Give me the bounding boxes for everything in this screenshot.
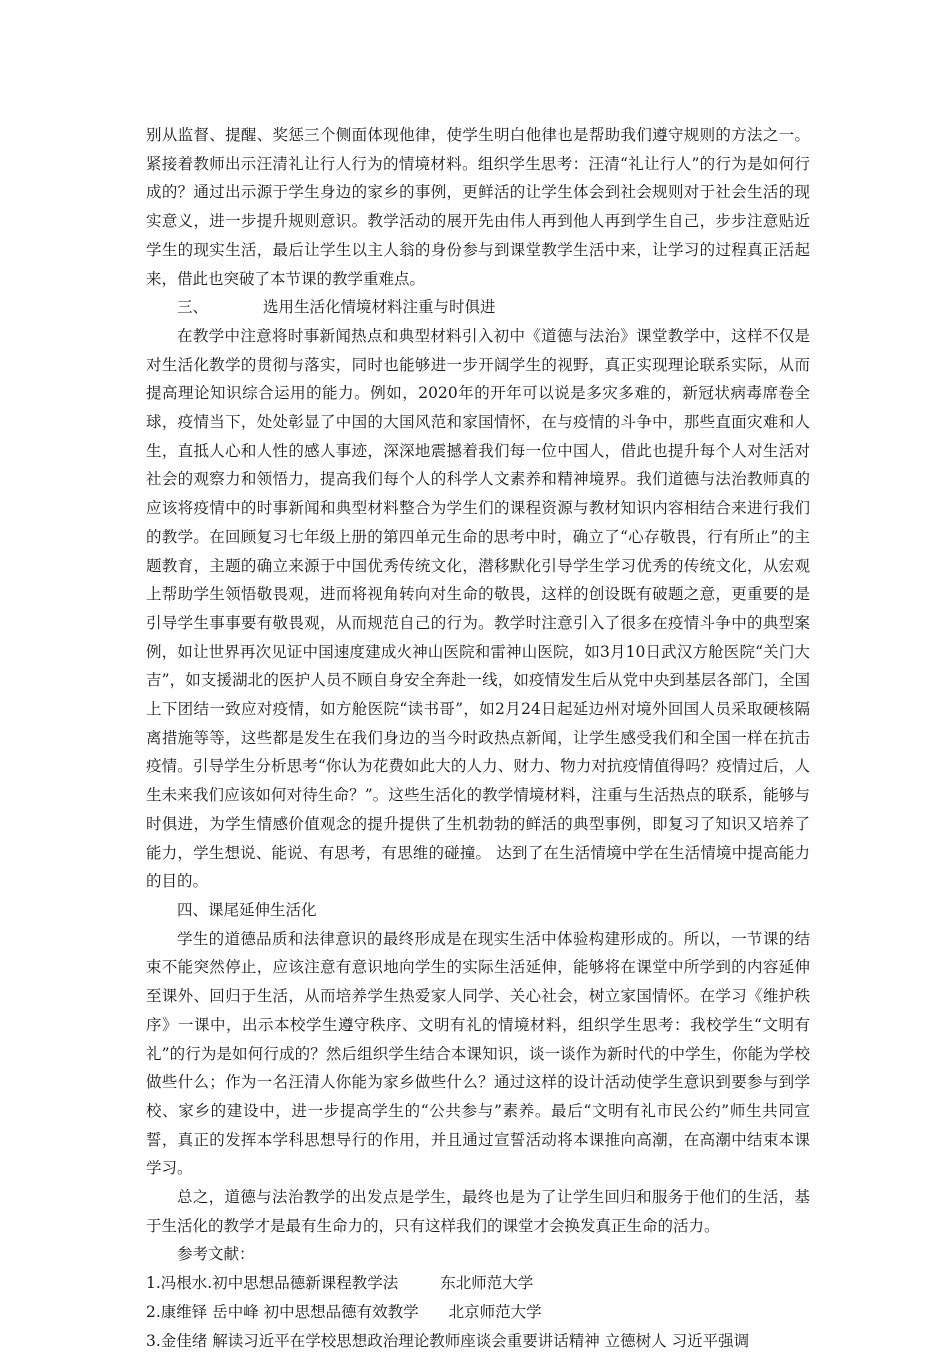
reference-item-2	[146, 1298, 810, 1327]
reference-item-1	[146, 1269, 810, 1298]
reference-item-3	[146, 1327, 810, 1355]
reference-3-text: 3.金佳绪 解读习近平在学校思想政治理论教师座谈会重要讲话精神 立德树人 习近平强调	[146, 1331, 750, 1350]
paragraph-section-4: 学生的道德品质和法律意识的最终形成是在现实生活中体验构建形成的。所以，一节课的结束不能突然停止，应该注意有意识地向学生的实际生活延伸，能够将在课堂中所学到的内容延伸至课外、回归于生活，从而培养学生热爱家人同学、关心社会，树立家国情怀。在学习《维护秩序》一课中，出示本校学生遵守秩序、文明有礼的情境材料，组织学生思考：我校学生“文明有礼”的行为是如何行成的？然后组织学生结合本课知识，谈一谈作为新时代的中学生，你能为学校做些什么；作为一名汪清人你能为家乡做些什么？通过这样的设计活动使学生意识到要参与到学校、家乡的建设中，进一步提高学生的“公共参与”素养。最后“文明有礼市民公约”师生共同宣誓，真正的发挥本学科思想导行的作用，并且通过宣誓活动将本课推向高潮，在高潮中结束本课学习。	[146, 929, 810, 1178]
reference-2-text: 2.康维铎 岳中峰 初中思想品德有效教学	[146, 1302, 419, 1321]
reference-2-publisher: 北京师范大学	[448, 1302, 542, 1321]
section-number-3: 三、	[177, 298, 209, 317]
section-title-3: 选用生活化情境材料注重与时俱进	[263, 298, 496, 317]
paragraph-conclusion: 总之，道德与法治教学的出发点是学生，最终也是为了让学生回归和服务于他们的生活，基于生活化的教学才是最有生命力的，只有这样我们的课堂才会换发真正生命的活力。	[146, 1188, 810, 1235]
reference-1-publisher: 东北师范大学	[440, 1274, 534, 1293]
references-title: 参考文献：	[177, 1245, 255, 1264]
section-heading-3	[146, 293, 810, 322]
reference-1-text: 1.冯根水.初中思想品德新课程教学法	[146, 1274, 399, 1293]
section-heading-4: 四、课尾延伸生活化	[177, 900, 317, 919]
paragraph-intro: 别从监督、提醒、奖惩三个侧面体现他律，使学生明白他律也是帮助我们遵守规则的方法之一。紧接着教师出示汪清礼让行人行为的情境材料。组织学生思考：汪清“礼让行人”的行为是如何行成的？通过出示源于学生身边的家乡的事例，更鲜活的让学生体会到社会规则对于社会生活的现实意义，进一步提升规则意识。教学活动的展开先由伟人再到他人再到学生自己，步步注意贴近学生的现实生活，最后让学生以主人翁的身份参与到课堂教学生活中来，让学习的过程真正活起来，借此也突破了本节课的教学重难点。	[146, 126, 810, 288]
document-page	[146, 121, 810, 1355]
paragraph-section-3: 在教学中注意将时事新闻热点和典型材料引入初中《道德与法治》课堂教学中，这样不仅是对生活化教学的贯彻与落实，同时也能够进一步开阔学生的视野，真正实现理论联系实际，从而提高理论知识综合运用的能力。例如，2020年的开年可以说是多灾多难的，新冠状病毒席卷全球，疫情当下，处处彰显了中国的大国风范和家国情怀，在与疫情的斗争中，那些直面灾难和人生，直抵人心和人性的感人事迹，深深地震撼着我们每一位中国人，借此也提升每个人对生活对社会的观察力和领悟力，提高我们每个人的科学人文素养和精神境界。我们道德与法治教师真的应该将疫情中的时事新闻和典型材料整合为学生们的课程资源与教材知识内容相结合来进行我们的教学。在回顾复习七年级上册的第四单元生命的思考中时，确立了“心存敬畏，行有所止”的主题教育，主题的确立来源于中国优秀传统文化，潜移默化引导学生学习优秀的传统文化，从宏观上帮助学生领悟敬畏观，进而将视角转向对生命的敬畏，这样的创设既有破题之意，更重要的是引导学生事事要有敬畏观，从而规范自己的行为。教学时注意引入了很多在疫情斗争中的典型案例，如让世界再次见证中国速度建成火神山医院和雷神山医院，如3月10日武汉方舱医院“关门大吉”，如支援湖北的医护人员不顾自身安全奔赴一线，如疫情发生后从党中央到基层各部门，全国上下团结一致应对疫情，如方舱医院“读书哥”，如2月24日起延边州对境外回国人员采取硬核隔离措施等等，这些都是发生在我们身边的当今时政热点新闻，让学生感受我们和全国一样在抗击疫情。引导学生分析思考“你认为花费如此大的人力、财力、物力对抗疫情值得吗？疫情过后，人生未来我们应该如何对待生命？”。这些生活化的教学情境材料，注重与生活热点的联系，能够与时俱进，为学生情感价值观念的提升提供了生机勃勃的鲜活的典型事例，即复习了知识又培养了能力，学生想说、能说、有思考，有思维的碰撞。 达到了在生活情境中学在生活情境中提高能力的目的。	[146, 326, 810, 891]
